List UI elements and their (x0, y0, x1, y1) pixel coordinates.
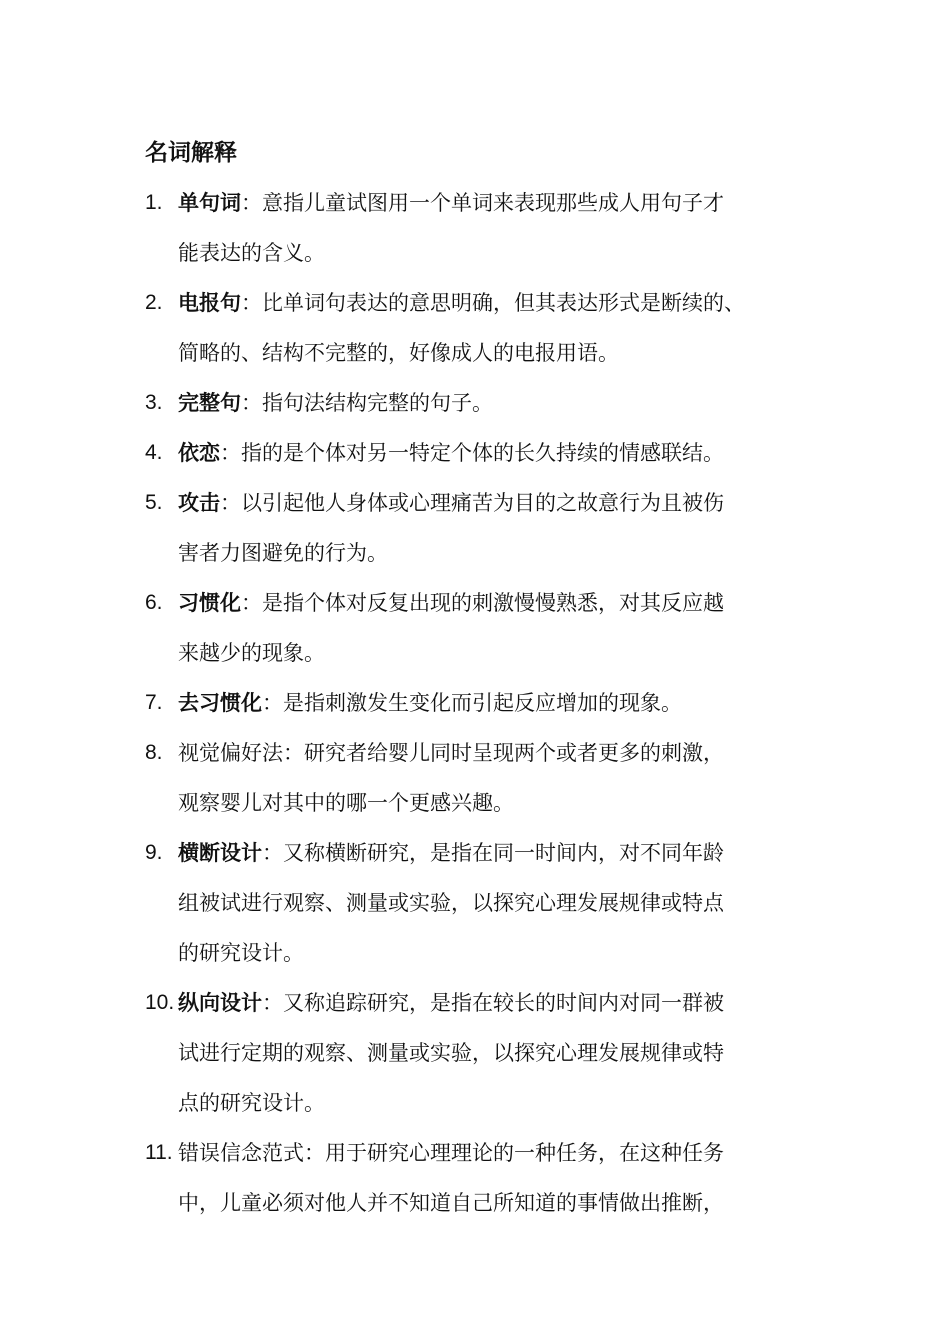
section-heading: 名词解释 (145, 140, 237, 166)
term-entry (145, 678, 835, 728)
entry-number: 10. (145, 991, 175, 1014)
term-entry (145, 428, 835, 478)
entry-definition-text: 组被试进行观察、测量或实验，以探究心理发展规律或特点 (178, 891, 724, 915)
entry-definition-text: 来越少的现象。 (178, 641, 325, 665)
entry-term: 纵向设计 (178, 991, 262, 1015)
entry-term: 视觉偏好法 (178, 741, 283, 765)
entry-definition-text: 的研究设计。 (178, 941, 304, 965)
term-entry (145, 978, 835, 1128)
entry-line (178, 928, 835, 978)
entry-term: 攻击 (178, 491, 220, 515)
entry-line (178, 628, 835, 678)
entry-term: 习惯化 (178, 591, 241, 615)
term-entry (145, 728, 835, 828)
term-entry (145, 1128, 835, 1228)
entry-line (178, 178, 835, 228)
entry-term: 横断设计 (178, 841, 262, 865)
entry-definition-text: ：又称追踪研究，是指在较长的时间内对同一群被 (262, 991, 724, 1015)
entry-definition-text: ：指的是个体对另一特定个体的长久持续的情感联结。 (220, 441, 724, 465)
entry-content (178, 278, 835, 378)
entry-line (178, 528, 835, 578)
entry-number: 5. (145, 491, 163, 514)
term-entry (145, 478, 835, 578)
entry-number: 6. (145, 591, 163, 614)
entry-line (178, 1028, 835, 1078)
entry-definition-text: ：是指刺激发生变化而引起反应增加的现象。 (262, 691, 682, 715)
entry-line (178, 1178, 835, 1228)
entry-line (178, 228, 835, 278)
entry-term: 电报句 (178, 291, 241, 315)
entry-line (178, 828, 835, 878)
entry-definition-text: 点的研究设计。 (178, 1091, 325, 1115)
entry-line (178, 278, 835, 328)
entry-number: 9. (145, 841, 163, 864)
entry-definition-text: ：以引起他人身体或心理痛苦为目的之故意行为且被伤 (220, 491, 724, 515)
entry-term: 完整句 (178, 391, 241, 415)
entry-definition-text: 害者力图避免的行为。 (178, 541, 388, 565)
entry-term: 依恋 (178, 441, 220, 465)
entry-number: 11. (145, 1141, 173, 1164)
entry-definition-text: 中，儿童必须对他人并不知道自己所知道的事情做出推断， (178, 1191, 724, 1215)
entry-definition-text: ：意指儿童试图用一个单词来表现那些成人用句子才 (241, 191, 724, 215)
entry-content (178, 428, 835, 478)
entry-definition-text: 观察婴儿对其中的哪一个更感兴趣。 (178, 791, 514, 815)
entry-definition-text: 简略的、结构不完整的，好像成人的电报用语。 (178, 341, 619, 365)
entry-definition-text: ：比单词句表达的意思明确，但其表达形式是断续的、 (241, 291, 745, 315)
term-entry (145, 378, 835, 428)
entry-content (178, 978, 835, 1128)
term-entry (145, 578, 835, 678)
entry-term: 单句词 (178, 191, 241, 215)
entry-line (178, 678, 835, 728)
entry-number: 8. (145, 741, 163, 764)
entry-line (178, 428, 835, 478)
entry-line (178, 978, 835, 1028)
entry-number: 3. (145, 391, 163, 414)
entry-line (178, 878, 835, 928)
entry-content (178, 678, 835, 728)
term-entry (145, 278, 835, 378)
entry-number: 1. (145, 191, 163, 214)
entry-line (178, 378, 835, 428)
entry-line (178, 1128, 835, 1178)
entry-term: 错误信念范式 (178, 1141, 304, 1165)
entry-definition-text: ：研究者给婴儿同时呈现两个或者更多的刺激， (283, 741, 724, 765)
entry-line (178, 328, 835, 378)
entry-definition-text: ：是指个体对反复出现的刺激慢慢熟悉，对其反应越 (241, 591, 724, 615)
entry-content (178, 728, 835, 828)
entry-line (178, 778, 835, 828)
entry-content (178, 828, 835, 978)
entry-number: 7. (145, 691, 163, 714)
entry-content (178, 1128, 835, 1228)
entry-number: 4. (145, 441, 163, 464)
entry-line (178, 478, 835, 528)
entry-line (178, 578, 835, 628)
entry-line (178, 1078, 835, 1128)
entry-content (178, 178, 835, 278)
entry-definition-text: 试进行定期的观察、测量或实验，以探究心理发展规律或特 (178, 1041, 724, 1065)
entry-definition-text: ：用于研究心理理论的一种任务，在这种任务 (304, 1141, 724, 1165)
entry-definition-text: ：指句法结构完整的句子。 (241, 391, 493, 415)
term-list (145, 178, 835, 1228)
entry-term: 去习惯化 (178, 691, 262, 715)
term-entry (145, 178, 835, 278)
entry-definition-text: 能表达的含义。 (178, 241, 325, 265)
entry-definition-text: ：又称横断研究，是指在同一时间内，对不同年龄 (262, 841, 724, 865)
entry-content (178, 378, 835, 428)
entry-line (178, 728, 835, 778)
entry-number: 2. (145, 291, 163, 314)
entry-content (178, 478, 835, 578)
term-entry (145, 828, 835, 978)
entry-content (178, 578, 835, 678)
